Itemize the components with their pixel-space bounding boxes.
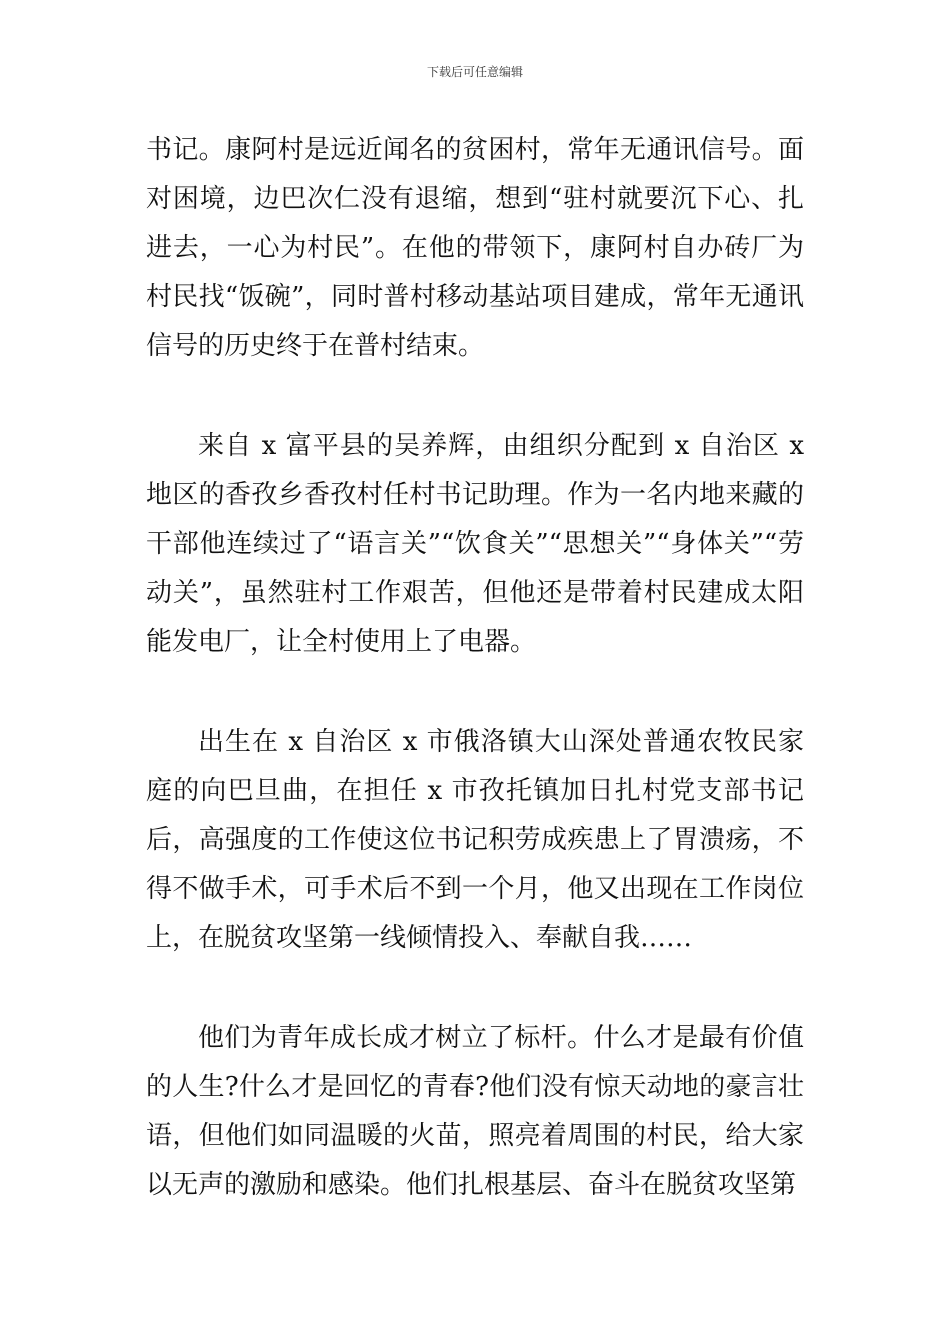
paragraph-spacer bbox=[146, 963, 804, 1014]
paragraph-1: 书记。康阿村是远近闻名的贫困村，常年无通讯信号。面对困境，边巴次仁没有退缩，想到“驻村就要沉下心、扎进去，一心为村民”。在他的带领下，康阿村自办砖厂为村民找“饭碗”，同时普村移动基站项目建成，常年无通讯信号的历史终于在普村结束。 bbox=[146, 135, 804, 361]
paragraph-2: 来自 x 富平县的吴养辉，由组织分配到 x 自治区 x 地区的香孜乡香孜村任村书记助理。作为一名内地来藏的干部他连续过了“语言关”“饮食关”“思想关”“身体关”“劳动关”，虽然驻村工作艰苦，但他还是带着村民建成太阳能发电厂，让全村使用上了电器。 bbox=[146, 431, 804, 657]
page-header: 下载后可任意编辑 bbox=[426, 65, 523, 79]
paragraph-spacer bbox=[146, 667, 804, 718]
paragraph-spacer bbox=[146, 371, 804, 422]
paragraph-3: 出生在 x 自治区 x 市俄洛镇大山深处普通农牧民家庭的向巴旦曲，在担任 x 市孜托镇加日扎村党支部书记后，高强度的工作使这位书记积劳成疾患上了胃溃疡，不得不做手术，可手术后不到一个月，他又出现在工作岗位上，在脱贫攻坚第一线倾情投入、奉献自我…… bbox=[146, 727, 804, 953]
paragraph-4: 他们为青年成长成才树立了标杆。什么才是最有价值的人生?什么才是回忆的青春?他们没有惊天动地的豪言壮语，但他们如同温暖的火苗，照亮着周围的村民，给大家以无声的激励和感染。他们扎根基层、奋斗在脱贫攻坚第 bbox=[146, 1023, 804, 1200]
document-body bbox=[146, 126, 804, 1210]
